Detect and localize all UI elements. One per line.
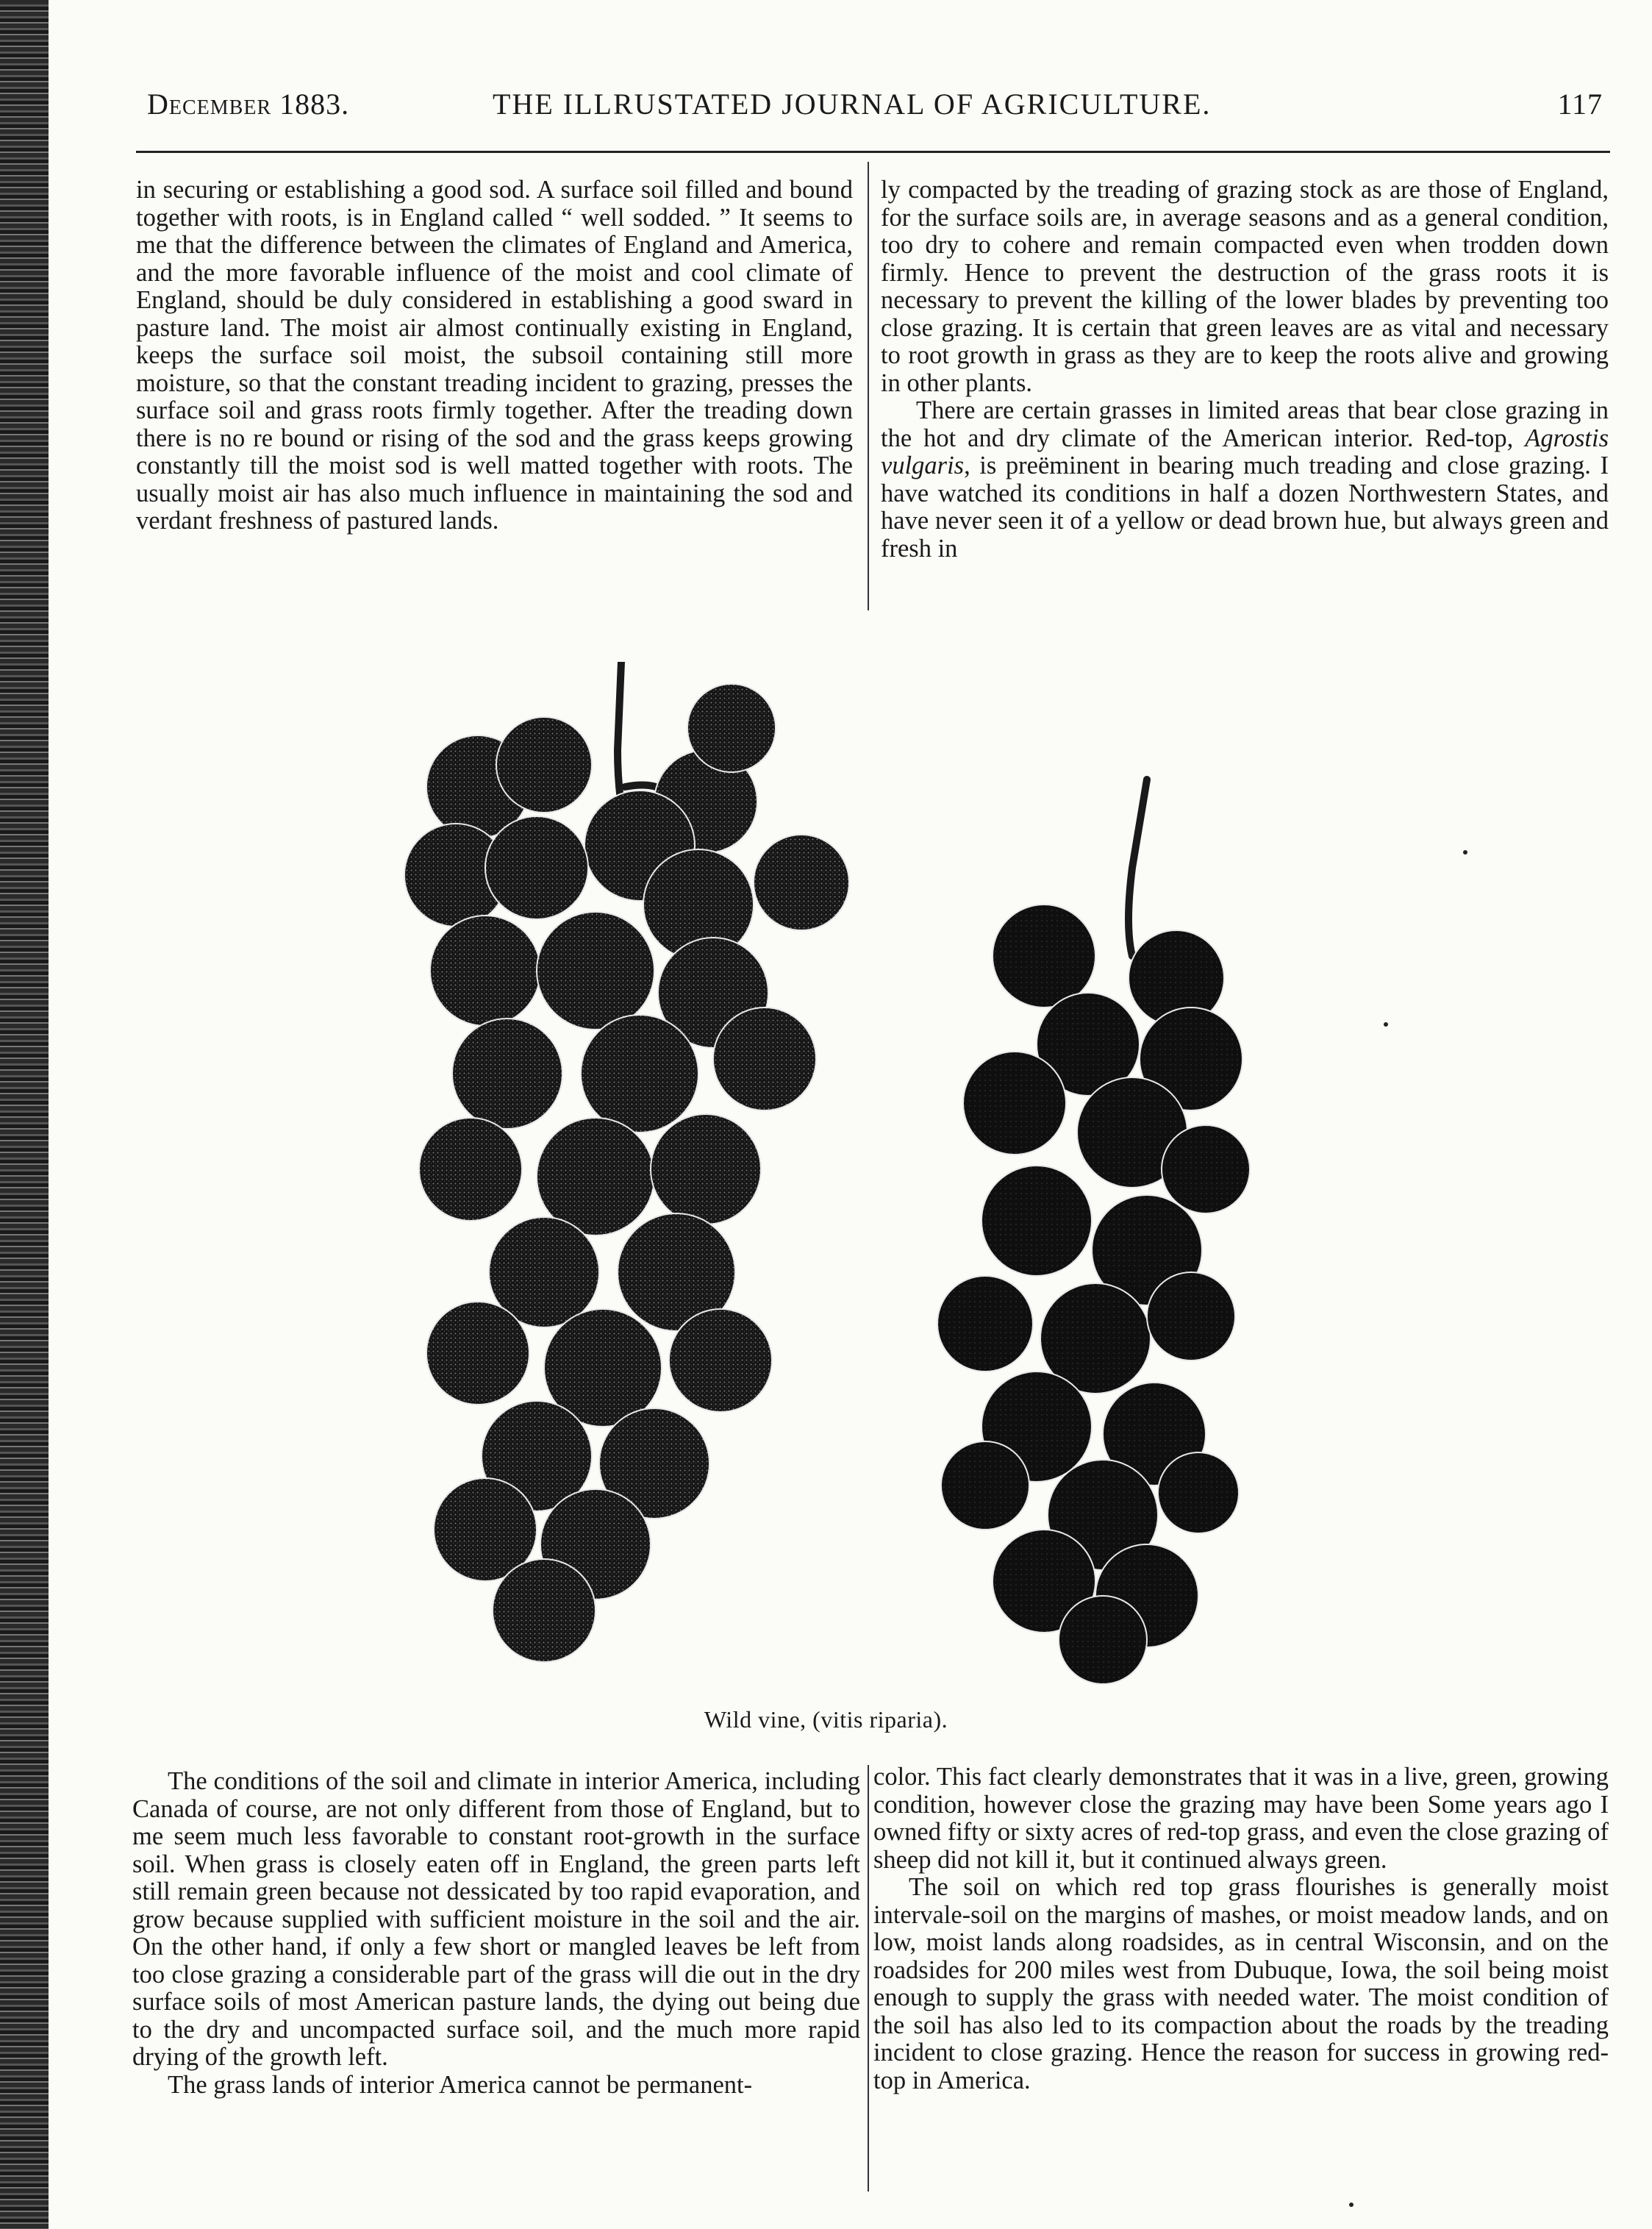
grape-berry <box>754 835 849 930</box>
grape-berry <box>1147 1272 1235 1360</box>
grape-berry <box>687 684 776 772</box>
paragraph: ly compacted by the treading of grazing stock as are those of England, for the surface soils are, in average seasons and as a general condition, too dry to cohere and remain compacted even when trodden down firmly. Hence to prevent the destruction of the grass roots it is necessary to prevent the killing of the lower blades by preventing too close grazing. It is certain that green leaves are as vital and necessary to root growth in grass as they are to keep the roots alive and growing in other plants. <box>881 176 1609 397</box>
text-column-top-right <box>881 176 1609 563</box>
grape-berry <box>537 912 654 1030</box>
grape-berry <box>651 1114 761 1224</box>
paragraph: The conditions of the soil and climate in interior America, including Canada of course, are not only different from those of England, but to me seem much less favorable to constant root-growth in the surface soil. When grass is closely eaten off in England, the green parts left still remain green because not dessicated by too rapid evaporation, and grow because supplied with sufficient moisture in the soil and the air. On the other hand, if only a few short or mangled leaves be left from too close grazing a considerable part of the grass will die out in the dry surface soils of most American pasture lands, the dying out being due to the dry and uncompacted surface soil, and the much more rapid drying of the growth left. <box>132 1767 860 2071</box>
grape-berry <box>426 1302 529 1405</box>
journal-title: THE ILLRUSTATED JOURNAL OF AGRICULTURE. <box>493 88 1212 121</box>
grape-berry <box>581 1015 698 1133</box>
column-divider-top <box>868 162 869 610</box>
grape-cluster-left <box>404 662 849 1662</box>
paragraph: in securing or establishing a good sod. A surface soil filled and bound together with roots, is in England called “ well sodded. ” It seems to me that the difference between the climates of England and America, and the more favorable influence of the moist and cool climate of England, should be duly considered in establishing a good sward in pasture land. The moist air almost continually existing in England, keeps the surface soil moist, the subsoil containing still more moisture, so that the constant treading incident to grazing, presses the surface soil and grass roots firmly together. After the treading down there is no re bound or rising of the sod and the grass keeps growing constantly till the moist sod is well matted together with roots. The usually moist air has also much influence in maintaining the sod and verdant freshness of pastured lands. <box>136 176 853 535</box>
species-name: Agrostis vulgaris <box>881 424 1609 479</box>
grape-berry <box>493 1559 596 1662</box>
grape-berry <box>452 1019 562 1129</box>
print-speck <box>1463 850 1467 855</box>
grape-berry <box>713 1007 816 1110</box>
grape-berry <box>430 916 540 1026</box>
paragraph: The soil on which red top grass flourishes is generally moist intervale-soil on the margins of mashes, or moist meadow lands, and on low, moist lands along roadsides, as in central Wisconsin, and on the roadsides for 200 miles west from Dubuque, Iowa, the soil being moist enough to supply the grass with needed water. The moist condition of the soil has also led to its compaction about the roads by the treading incident to close grazing. Hence the reason for success in growing red-top in America. <box>873 1873 1609 2094</box>
grape-berry <box>1158 1452 1239 1533</box>
print-speck <box>1384 1022 1388 1027</box>
book-binding-edge <box>0 0 49 2229</box>
text-column-bottom-left <box>132 1768 860 2099</box>
grape-berry <box>1162 1125 1250 1213</box>
grape-berry <box>963 1052 1066 1155</box>
paragraph: The grass lands of interior America cannot be permanent- <box>168 2070 753 2099</box>
column-divider-bottom <box>868 1765 869 2191</box>
grape-berry <box>981 1166 1092 1276</box>
grape-berry <box>485 816 588 919</box>
grape-cluster-right <box>937 780 1250 1684</box>
paragraph-redtop <box>881 397 1609 563</box>
print-speck <box>1349 2203 1354 2207</box>
figure-caption: Wild vine, (vitis riparia). <box>704 1706 948 1733</box>
page-header <box>147 87 1603 131</box>
text-span: , is preëminent in bearing much treading and close grazing. I have watched its conditions in half a dozen Northwestern States, and have never seen it of a yellow or dead brown hue, but always green and fresh in <box>881 452 1609 563</box>
grape-berry <box>669 1309 772 1412</box>
page-number: 117 <box>1557 88 1603 121</box>
grape-cluster-illustration <box>397 662 1309 1721</box>
header-rule <box>136 151 1610 153</box>
grape-berry <box>496 717 592 813</box>
text-column-bottom-right <box>873 1763 1609 2094</box>
grape-berry <box>419 1118 522 1221</box>
paragraph: color. This fact clearly demonstrates that it was in a live, green, growing condition, however close the grazing may have been Some years ago I owned fifty or sixty acres of red-top grass, and even the close grazing of sheep did not kill it, but it continued always green. <box>873 1763 1609 1874</box>
grape-stem <box>1129 780 1147 956</box>
grape-berry <box>993 905 1095 1007</box>
text-column-top-left <box>136 176 853 535</box>
grape-berry <box>937 1276 1033 1372</box>
grape-berry <box>1059 1596 1147 1684</box>
issue-date: December 1883. <box>147 88 350 121</box>
grape-berry <box>941 1441 1029 1530</box>
text-span: There are certain grasses in limited areas that bear close grazing in the hot and dry climate of the American interior. Red-top, <box>881 396 1609 452</box>
